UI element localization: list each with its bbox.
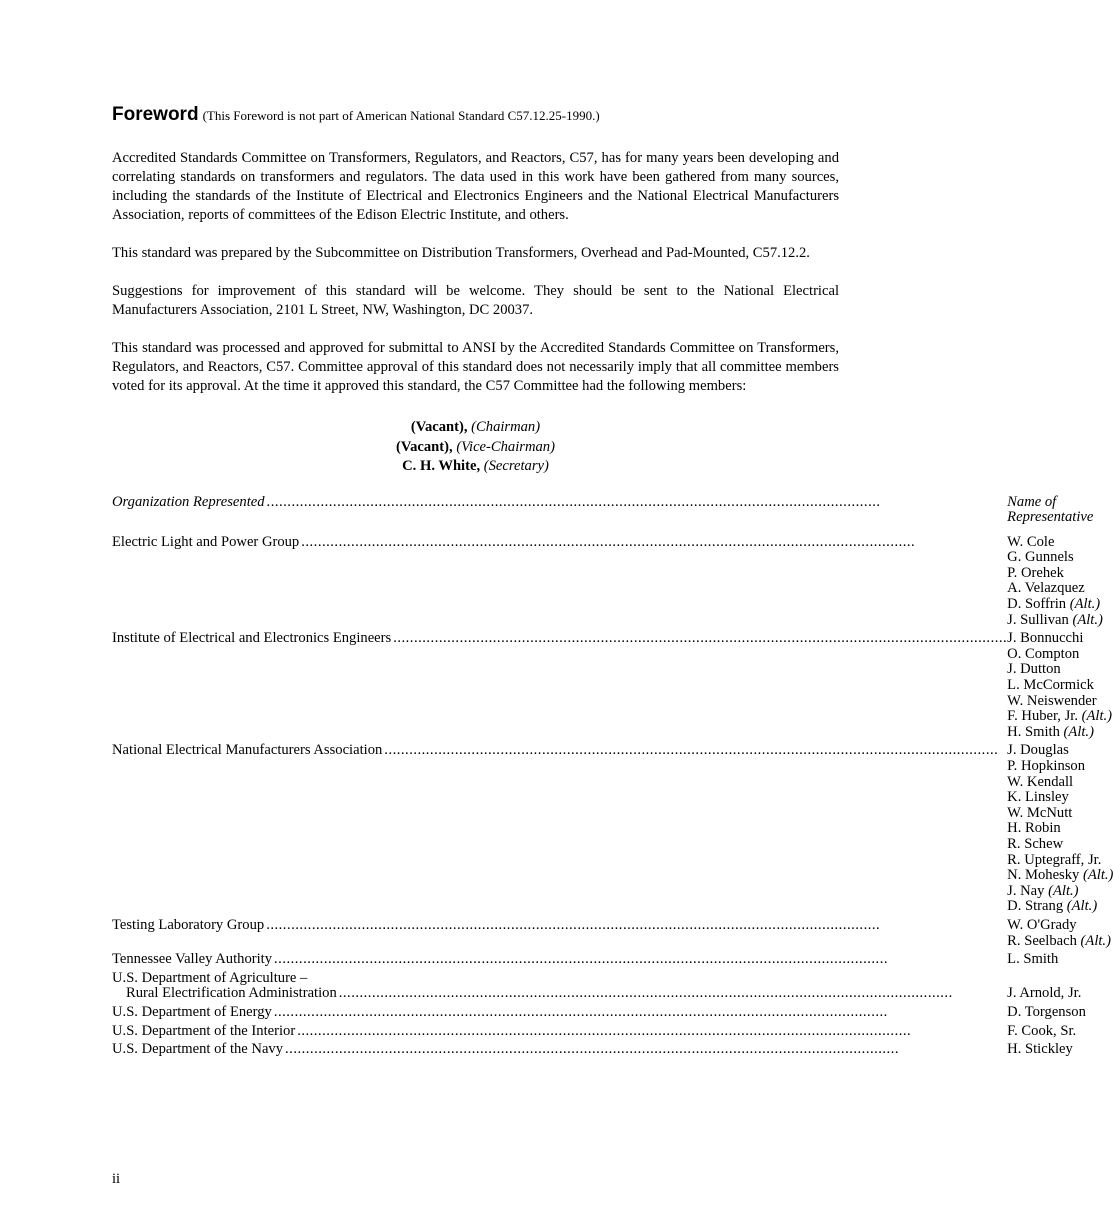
representative-name: O. Compton <box>1007 645 1080 662</box>
alternate-label: (Alt.) <box>1081 708 1113 725</box>
organization-name: Testing Laboratory Group <box>112 916 265 933</box>
representative-name: W. Kendall <box>1007 773 1074 790</box>
representative <box>1007 884 1113 900</box>
representative-name: F. Cook, Sr. <box>1007 1022 1077 1039</box>
foreword-note: (This Foreword is not part of American National Standard C57.12.25-1990.) <box>202 108 600 123</box>
representative-name: J. Bonnucchi <box>1007 630 1084 647</box>
representative-name: J. Nay <box>1007 882 1045 899</box>
officer-chairman: (Vacant), (Chairman) <box>410 419 541 435</box>
representative-name: W. O'Grady <box>1007 916 1077 933</box>
foreword-heading <box>112 104 839 126</box>
table-row: U.S. Department of the Navy .................................................................................................................................................... H. Stickley <box>112 1042 1113 1061</box>
representative <box>1007 631 1113 647</box>
foreword-title: Foreword <box>112 104 199 125</box>
representative <box>1007 806 1113 822</box>
representative-name: F. Huber, Jr. <box>1007 708 1078 725</box>
representative-name: J. Dutton <box>1007 661 1061 678</box>
organization-name: U.S. Department of the Interior <box>112 1022 296 1039</box>
table-row: Institute of Electrical and Electronics Engineers .................................................................................................................................................... J. Bonnucchi O. Compton J. Dutton L. McCormick W. Neiswender F. Huber, Jr. (Alt.) H. Smith (Alt.) <box>112 630 1113 740</box>
representative-name: L. McCormick <box>1007 677 1094 694</box>
representative <box>1007 899 1113 915</box>
alternate-label: (Alt.) <box>1083 867 1113 884</box>
representative <box>1007 613 1113 629</box>
representative <box>1007 821 1113 837</box>
alternate-label: (Alt.) <box>1069 596 1101 613</box>
representative <box>1007 743 1113 759</box>
alternate-label: (Alt.) <box>1066 898 1098 915</box>
representative <box>1007 694 1113 710</box>
organization-name: Electric Light and Power Group <box>112 533 300 550</box>
representative-name: W. McNutt <box>1007 804 1073 821</box>
officer-secretary: C. H. White, (Secretary) <box>402 458 549 474</box>
representative-name: D. Strang <box>1007 898 1064 915</box>
representative-name: D. Soffrin <box>1007 596 1067 613</box>
representative-name: R. Uptegraff, Jr. <box>1007 851 1102 868</box>
representative <box>1007 566 1113 582</box>
table-header-row: Organization Represented .................................................................................................................................................... Name of Representative <box>112 495 1113 535</box>
representative-name: J. Douglas <box>1007 742 1069 759</box>
representative <box>1007 759 1113 775</box>
representative <box>1007 775 1113 791</box>
foreword-section <box>112 104 1113 1061</box>
representative <box>1007 1042 1113 1058</box>
paragraph-history: Accredited Standards Committee on Transformers, Regulators, and Reactors, C57, has for many years been developing and correlating standards on transformers and regulators. The data used in this work have been gathered from many sources, including the standards of the Institute of Electrical and Electronics Engineers and the National Electrical Manufacturers Association, reports of committees of the Edison Electric Institute, and others. <box>112 150 839 223</box>
representative <box>1007 918 1113 934</box>
table-row: Electric Light and Power Group .................................................................................................................................................... W. Cole G. Gunnels P. Orehek A. Velazquez D. Soffrin (Alt.) J. Sullivan (Alt.) <box>112 535 1113 632</box>
representative <box>1007 581 1113 597</box>
representative-name: H. Smith <box>1007 723 1060 740</box>
organization-name: National Electrical Manufacturers Association <box>112 742 383 759</box>
representative-name: J. Sullivan <box>1007 611 1069 628</box>
committee-officers <box>112 418 839 477</box>
org-column-header: Organization Represented <box>112 493 265 510</box>
organization-name: U.S. Department of Agriculture – <box>112 969 308 986</box>
representative-name: R. Schew <box>1007 835 1064 852</box>
representative-name: G. Gunnels <box>1007 549 1074 566</box>
representative <box>1007 550 1113 566</box>
representative-name: P. Hopkinson <box>1007 758 1086 774</box>
membership-table <box>112 495 1113 1061</box>
representative-name: P. Orehek <box>1007 564 1064 581</box>
organization-name: U.S. Department of the Navy <box>112 1041 284 1058</box>
table-row: Tennessee Valley Authority .................................................................................................................................................... L. Smith <box>112 952 1113 971</box>
representative-name: H. Robin <box>1007 820 1061 837</box>
representative <box>1007 868 1113 884</box>
representative <box>1007 1024 1113 1040</box>
representative-name: J. Arnold, Jr. <box>1007 985 1082 1002</box>
organization-name: Rural Electrification Administration <box>126 985 337 1002</box>
representative <box>1007 662 1113 678</box>
paragraph-approval: This standard was processed and approved for submittal to ANSI by the Accredited Standards Committee on Transformers, Regulators, and Reactors, C57. Committee approval of this standard does not necessarily imply that all committee members voted for its approval. At the time it approved this standard, the C57 Committee had the following members: <box>112 340 839 394</box>
alternate-label: (Alt.) <box>1048 882 1079 899</box>
representative-name: R. Seelbach <box>1007 932 1077 949</box>
representative <box>1007 790 1113 806</box>
representative <box>1007 725 1113 741</box>
table-row: National Electrical Manufacturers Association .................................................................................................................................................... J. Douglas P. Hopkinson W. Kendall K. Linsley W. McNutt H. Robin R. Schew R. Uptegraff, Jr. N. Mohesky (Alt.) J. Nay (Alt.) D. Strang (Alt.) <box>112 742 1113 915</box>
representative <box>1007 1005 1113 1021</box>
organization-name: Tennessee Valley Authority <box>112 951 273 968</box>
representative <box>1007 535 1113 551</box>
representative <box>1007 837 1113 853</box>
representative <box>1007 709 1113 725</box>
representative-name: L. Smith <box>1007 951 1059 968</box>
table-row: U.S. Department of Energy .................................................................................................................................................... D. Torgenson <box>112 1005 1113 1024</box>
representative-name: D. Torgenson <box>1007 1003 1086 1020</box>
representative <box>1007 986 1113 1002</box>
paragraph-suggestions: Suggestions for improvement of this standard will be welcome. They should be sent to the National Electrical Manufacturers Association, 2101 L Street, NW, Washington, DC 20037. <box>112 283 839 318</box>
representative <box>1007 952 1113 968</box>
representative-name: W. Neiswender <box>1007 692 1097 709</box>
alternate-label: (Alt.) <box>1080 932 1111 949</box>
representative <box>1007 647 1113 663</box>
organization-name: Institute of Electrical and Electronics Engineers <box>112 630 392 647</box>
table-row: U.S. Department of Agriculture – Rural Electrification Administration .................................................................................................................................................... J. Arnold, Jr. <box>112 971 1113 1005</box>
representative <box>1007 853 1113 869</box>
representative-name: A. Velazquez <box>1007 580 1085 597</box>
paragraph-prepared-by: This standard was prepared by the Subcommittee on Distribution Transformers, Overhead and Pad-Mounted, C57.12.2. <box>112 245 810 261</box>
representative-name: H. Stickley <box>1007 1041 1073 1058</box>
table-row: Testing Laboratory Group .................................................................................................................................................... W. O'Grady R. Seelbach (Alt.) <box>112 918 1113 952</box>
representative <box>1007 678 1113 694</box>
table-row: U.S. Department of the Interior .................................................................................................................................................... F. Cook, Sr. <box>112 1024 1113 1043</box>
representative <box>1007 597 1113 613</box>
officer-vice-chairman: (Vacant), (Vice-Chairman) <box>396 438 555 455</box>
organization-name: U.S. Department of Energy <box>112 1003 272 1020</box>
representative-name: W. Cole <box>1007 533 1055 550</box>
page-number: ii <box>112 1171 121 1187</box>
representative-name: K. Linsley <box>1007 789 1069 806</box>
alternate-label: (Alt.) <box>1063 723 1094 740</box>
rep-column-header: Name of Representative <box>1007 493 1094 526</box>
alternate-label: (Alt.) <box>1072 611 1103 628</box>
representative-name: N. Mohesky <box>1007 867 1080 884</box>
representative <box>1007 934 1113 950</box>
